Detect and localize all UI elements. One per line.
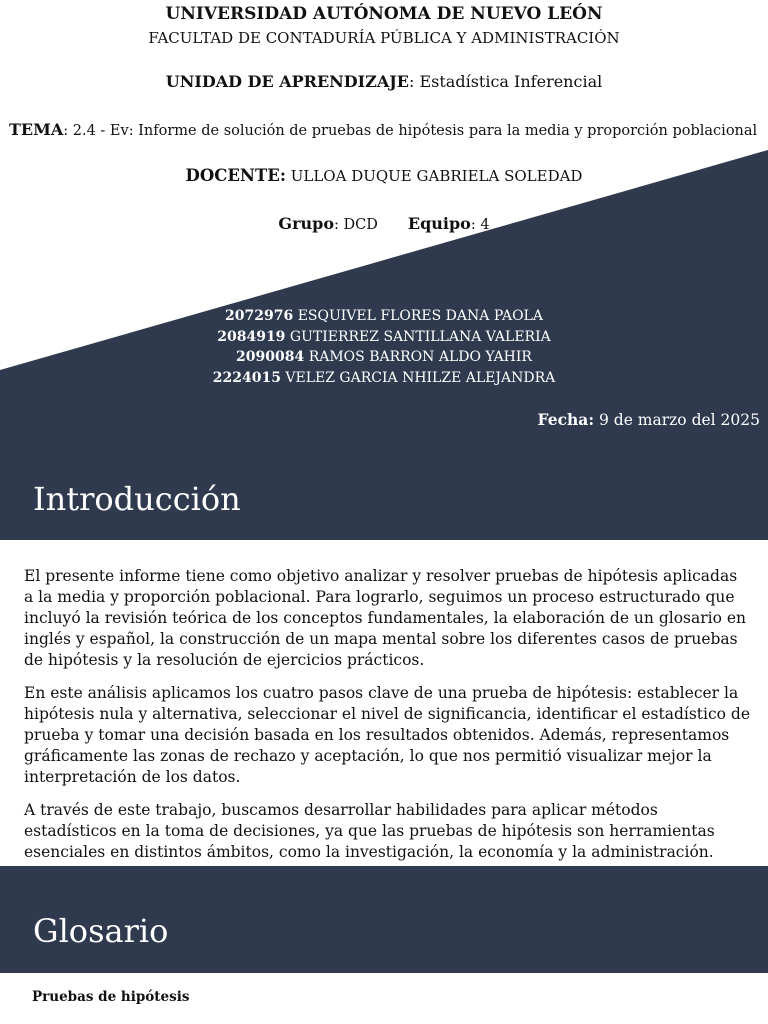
- grupo-equipo-line: Grupo: DCD Equipo: 4: [278, 214, 490, 233]
- grupo-value: DCD: [343, 217, 378, 233]
- unidad-value: Estadística Inferencial: [419, 72, 603, 91]
- unidad-label: UNIDAD DE APRENDIZAJE: [165, 72, 409, 91]
- equipo-value: 4: [480, 217, 490, 233]
- student-name: GUTIERREZ SANTILLANA VALERIA: [289, 328, 551, 345]
- fecha-line: [538, 410, 760, 429]
- student-name: VELEZ GARCIA NHILZE ALEJANDRA: [285, 370, 556, 387]
- docente-label: DOCENTE:: [185, 166, 286, 185]
- glosario-title: Glosario: [33, 912, 169, 950]
- student-id: 2224015: [212, 370, 281, 387]
- tema-line: TEMA: 2.4 - Ev: Informe de solución de pruebas de hipótesis para la media y proporción poblacional: [9, 120, 758, 139]
- tema-label: TEMA: [9, 120, 64, 139]
- students-list: [0, 306, 768, 389]
- grupo-label: Grupo: [278, 214, 335, 233]
- docente-line: [0, 166, 768, 185]
- student-id: 2084919: [217, 328, 286, 345]
- glosario-first-item: Pruebas de hipótesis: [32, 989, 190, 1005]
- tema-value: 2.4 - Ev: Informe de solución de pruebas de hipótesis para la media y proporción poblacional: [72, 123, 758, 139]
- docente-value: ULLOA DUQUE GABRIELA SOLEDAD: [290, 167, 583, 185]
- university-name: UNIVERSIDAD AUTÓNOMA DE NUEVO LEÓN: [165, 4, 603, 24]
- student-row: [0, 306, 768, 327]
- student-row: [0, 347, 768, 368]
- student-row: [0, 327, 768, 348]
- unidad-line: UNIDAD DE APRENDIZAJE: Estadística Inferencial: [165, 72, 603, 91]
- fecha-label: Fecha:: [537, 410, 595, 429]
- introduccion-body: [24, 566, 750, 875]
- equipo-label: Equipo: [407, 214, 471, 233]
- introduccion-title: Introducción: [33, 480, 241, 518]
- faculty-name: FACULTAD DE CONTADURÍA PÚBLICA Y ADMINISTRACIÓN: [148, 29, 620, 47]
- student-id: 2072976: [225, 308, 294, 324]
- student-name: RAMOS BARRON ALDO YAHIR: [308, 349, 532, 366]
- introduccion-paragraph: A través de este trabajo, buscamos desarrollar habilidades para aplicar métodos estadísticos en la toma de decisiones, ya que las pruebas de hipótesis son herramientas esenciales en distintos ámbitos, como la investigación, la economía y la administración.: [24, 801, 715, 861]
- student-row: [0, 368, 768, 389]
- introduccion-paragraph: El presente informe tiene como objetivo analizar y resolver pruebas de hipótesis aplicadas a la media y proporción poblacional. Para lograrlo, seguimos un proceso estructurado que incluyó la revisión teórica de los conceptos fundamentales, la elaboración de un glosario en inglés y español, la construcción de un mapa mental sobre los diferentes casos de pruebas de hipótesis y la resolución de ejercicios prácticos.: [24, 567, 747, 669]
- student-name: ESQUIVEL FLORES DANA PAOLA: [297, 308, 543, 324]
- student-id: 2090084: [236, 349, 305, 366]
- fecha-value: 9 de marzo del 2025: [598, 411, 760, 429]
- introduccion-paragraph: En este análisis aplicamos los cuatro pasos clave de una prueba de hipótesis: establecer la hipótesis nula y alternativa, seleccionar el nivel de significancia, identificar el estadístico de prueba y tomar una decisión basada en los resultados obtenidos. Además, representamos gráficamente las zonas de rechazo y aceptación, lo que nos permitió visualizar mejor la interpretación de los datos.: [24, 684, 751, 786]
